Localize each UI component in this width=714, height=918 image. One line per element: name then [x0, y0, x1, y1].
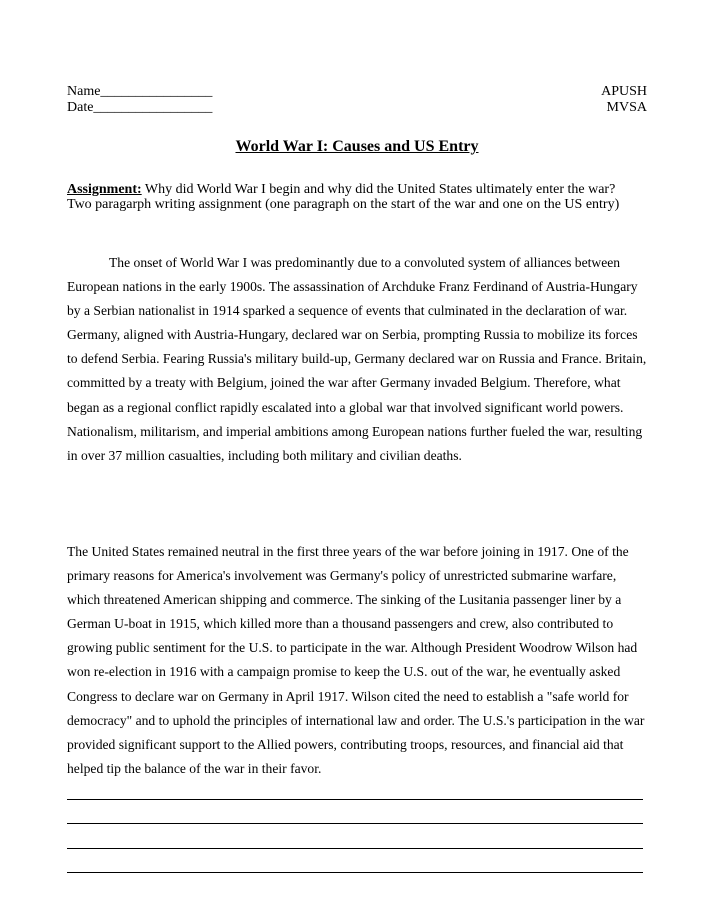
assignment-question: Why did World War I begin and why did the United States ultimately enter the war?: [141, 182, 616, 197]
paragraph-war-causes: The onset of World War I was predominantly due to a convoluted system of alliances between European nations in the early 1900s. The assassination of Archduke Franz Ferdinand of Austria-Hungary by a Serbian nationalist in 1914 sparked a sequence of events that culminated in the declaration of war. Germany, aligned with Austria-Hungary, declared war on Serbia, prompting Russia to mobilize its forces to defend Serbia. Fearing Russia's military build-up, Germany declared war on Russia and France. Britain, committed by a treaty with Belgium, joined the war after Germany invaded Belgium. Therefore, what began as a regional conflict rapidly escalated into a global war that involved significant world powers. Nationalism, militarism, and imperial ambitions among European nations further fueled the war, resulting in over 37 million casualties, including both military and civilian deaths.: [67, 255, 647, 463]
course-info: [601, 84, 647, 116]
paragraph-us-entry: The United States remained neutral in the first three years of the war before joining in 1917. One of the primary reasons for America's involvement was Germany's policy of unrestricted submarine warfare, which threatened American shipping and commerce. The sinking of the Lusitania passenger liner by a German U-boat in 1915, which killed more than a thousand passengers and crew, also contributed to growing public sentiment for the U.S. to participate in the war. Although President Woodrow Wilson had won re-election in 1916 with a campaign promise to keep the U.S. out of the war, he eventually asked Congress to declare war on Germany in April 1917. Wilson cited the need to establish a "safe world for democracy" and to uphold the principles of international law and order. The U.S.'s participation in the war provided significant support to the Allied powers, contributing troops, resources, and financial aid that helped tip the balance of the war in their favor.: [67, 544, 645, 776]
course-name: APUSH: [601, 84, 647, 99]
writing-line[interactable]: [67, 848, 643, 849]
date-line: Date_________________: [67, 100, 213, 115]
school-name: MVSA: [606, 100, 647, 115]
student-info: [67, 84, 212, 116]
page-title: World War I: Causes and US Entry: [235, 138, 479, 155]
writing-line[interactable]: [67, 872, 643, 873]
writing-line[interactable]: [67, 823, 643, 824]
assignment-instructions: Two paragarph writing assignment (one paragraph on the start of the war and one on the US entry): [67, 197, 620, 212]
name-line: Name________________: [67, 84, 213, 99]
assignment-prompt: [67, 182, 657, 212]
writing-line[interactable]: [67, 799, 643, 800]
assignment-label: Assignment:: [67, 182, 142, 197]
